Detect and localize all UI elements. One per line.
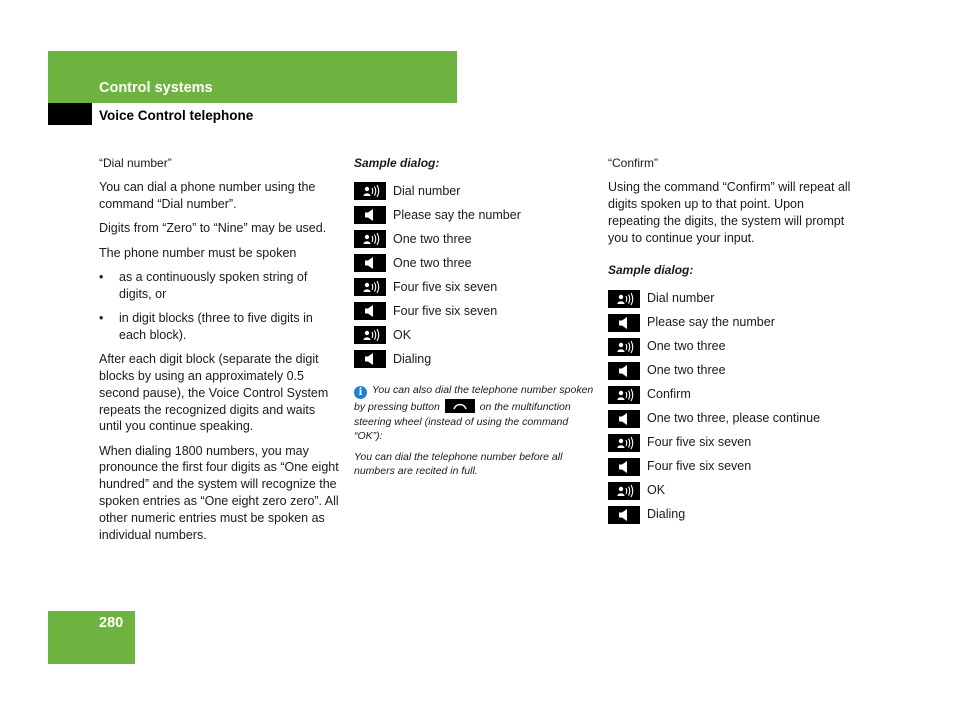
speaker-user-icon	[608, 482, 640, 500]
dialog-row	[354, 203, 596, 227]
dialog-text: One two three, please continue	[647, 411, 821, 426]
sample-dialog-heading: Sample dialog:	[608, 263, 694, 278]
dialog-text: Please say the number	[393, 207, 521, 222]
paragraph: The phone number must be spoken	[99, 245, 297, 260]
speaker-user-icon	[608, 386, 640, 404]
speaker-user-icon	[608, 338, 640, 356]
dialog-text: Four five six seven	[393, 303, 498, 318]
info-icon: i	[354, 386, 367, 399]
dialog-list	[608, 287, 852, 527]
dialog-text: One two three	[393, 231, 472, 246]
dialog-row	[608, 431, 852, 455]
phone-button-icon	[445, 399, 475, 413]
dialog-row	[354, 299, 596, 323]
system-voice-icon	[354, 302, 386, 320]
system-voice-icon	[608, 410, 640, 428]
system-voice-icon	[354, 206, 386, 224]
paragraph: When dialing 1800 numbers, you may pronounce the first four digits as “One eight hundred” and the system will recognize the spoken entries as “One eight zero zero”. All other numeric entries must be spoken as individual numbers.	[99, 443, 339, 542]
note-text: You can also dial the telephone number spoken by pressing button	[354, 384, 594, 414]
dialog-text: Four five six seven	[393, 279, 498, 294]
dialog-row	[354, 227, 596, 251]
speaker-user-icon	[354, 326, 386, 344]
section-tab-marker	[48, 103, 92, 125]
speaker-user-icon	[608, 434, 640, 452]
dialog-row	[608, 407, 852, 431]
dialog-row	[354, 323, 596, 347]
dial-number-heading: “Dial number”	[99, 156, 172, 170]
dialog-text: One two three	[647, 339, 726, 354]
speaker-user-icon	[354, 278, 386, 296]
bullet-dot: •	[99, 311, 104, 326]
dialog-row	[608, 455, 852, 479]
system-voice-icon	[608, 362, 640, 380]
speaker-user-icon	[354, 230, 386, 248]
dialog-row	[608, 311, 852, 335]
list-item-text: as a continuously spoken string of digits, or	[119, 269, 308, 301]
dialog-row	[608, 335, 852, 359]
paragraph: After each digit block (separate the digit blocks by using an approximately 0.5 second pause), the Voice Control System repeats the recognized digits and waits until you continue speaking.	[99, 352, 329, 434]
system-voice-icon	[608, 314, 640, 332]
dialog-text: Four five six seven	[647, 435, 752, 450]
dialog-text: Dialing	[393, 351, 432, 366]
paragraph: You can dial a phone number using the command “Dial number”.	[99, 180, 316, 212]
bullet-dot: •	[99, 269, 104, 284]
dialog-text: OK	[647, 483, 666, 498]
system-voice-icon	[354, 350, 386, 368]
list-item	[99, 269, 341, 303]
dialog-row	[608, 503, 852, 527]
dialog-text: Dial number	[393, 183, 461, 198]
dialog-row	[608, 287, 852, 311]
dialog-row	[608, 383, 852, 407]
note-text: You can dial the telephone number before all numbers are recited in full.	[354, 450, 563, 478]
speaker-user-icon	[354, 182, 386, 200]
system-voice-icon	[608, 458, 640, 476]
section-title: Control systems	[99, 80, 213, 96]
column-sample-dialog	[354, 155, 596, 485]
dialog-row	[608, 359, 852, 383]
paragraph: Using the command “Confirm” will repeat all digits spoken up to that point. Upon repeating the digits, the system will prompt you to continue your input.	[608, 180, 851, 245]
column-confirm	[608, 155, 852, 527]
note-text: on the multifunction steering wheel (instead of using the command “OK”):	[354, 401, 571, 443]
system-voice-icon	[354, 254, 386, 272]
dialog-text: Confirm	[647, 387, 691, 402]
paragraph: Digits from “Zero” to “Nine” may be used.	[99, 221, 327, 236]
dialog-text: One two three	[647, 363, 726, 378]
confirm-heading: “Confirm”	[608, 156, 658, 170]
sample-dialog-heading: Sample dialog:	[354, 156, 440, 170]
page-number: 280	[99, 615, 124, 631]
dialog-text: Dial number	[647, 291, 715, 306]
list-item-text: in digit blocks (three to five digits in each block).	[119, 311, 313, 342]
dialog-row	[608, 479, 852, 503]
dialog-row	[354, 275, 596, 299]
system-voice-icon	[608, 506, 640, 524]
dialog-row	[354, 179, 596, 203]
column-dial-number	[99, 155, 341, 551]
dialog-text: Please say the number	[647, 315, 775, 330]
info-note	[354, 383, 596, 479]
dialog-text: Four five six seven	[647, 459, 752, 474]
speaker-user-icon	[608, 290, 640, 308]
dialog-row	[354, 251, 596, 275]
page-subtitle: Voice Control telephone	[99, 108, 254, 123]
list-item	[99, 310, 341, 344]
dialog-list	[354, 179, 596, 371]
dialog-text: Dialing	[647, 507, 686, 522]
dialog-row	[354, 347, 596, 371]
dialog-text: OK	[393, 327, 412, 342]
dialog-text: One two three	[393, 255, 472, 270]
